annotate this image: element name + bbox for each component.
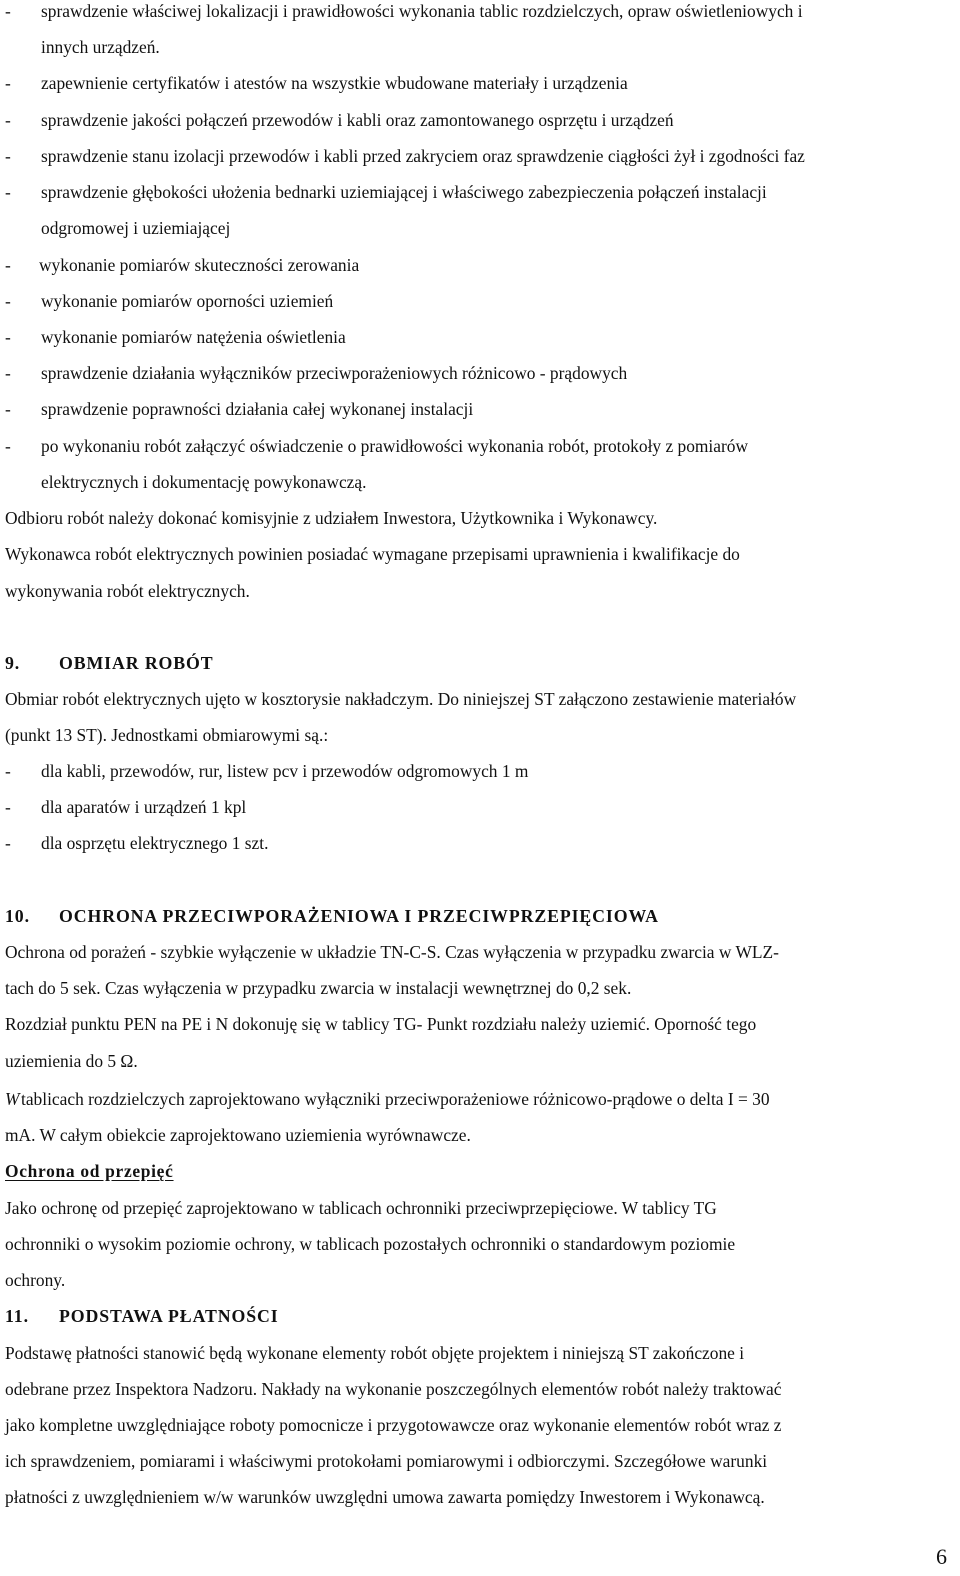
paragraph-text: odebrane przez Inspektora Nadzoru. Nakłady na wykonanie poszczególnych elementów robót należy traktować: [5, 1379, 782, 1399]
list-item-text: dla osprzętu elektrycznego 1 szt.: [41, 833, 269, 853]
paragraph-text: jako kompletne uwzględniające roboty pomocnicze i przygotowawcze oraz wykonanie elementów robót wraz z: [5, 1415, 782, 1435]
list-item-text: sprawdzenie głębokości ułożenia bednarki uziemiającej i właściwego zabezpieczenia połączeń instalacji: [41, 182, 767, 202]
paragraph-text: Wykonawca robót elektrycznych powinien posiadać wymagane przepisami uprawnienia i kwalifikacje do: [5, 544, 740, 564]
paragraph-text: Jako ochronę od przepięć zaprojektowano w tablicach ochronniki przeciwprzepięciowe. W tablicy TG: [5, 1198, 717, 1218]
list-item-text: wykonanie pomiarów skuteczności zerowania: [39, 255, 360, 275]
paragraph-text: tablicach rozdzielczych zaprojektowano wyłączniki przeciwporażeniowe różnicowo-prądowe o delta I = 30: [21, 1089, 770, 1109]
list-item-text: sprawdzenie poprawności działania całej wykonanej instalacji: [41, 399, 474, 419]
list-dash: -: [5, 1, 11, 21]
page-number: 6: [936, 1544, 947, 1569]
paragraph-text: ochrony.: [5, 1270, 66, 1290]
section-number: 11.: [5, 1306, 29, 1326]
paragraph-text: mA. W całym obiekcie zaprojektowano uziemienia wyrównawcze.: [5, 1125, 471, 1145]
section-title: OBMIAR ROBÓT: [59, 653, 214, 673]
paragraph-text: uziemienia do 5 Ω.: [5, 1051, 138, 1071]
list-item-text: elektrycznych i dokumentację powykonawczą.: [41, 472, 367, 492]
paragraph-text: Ochrona od porażeń - szybkie wyłączenie w układzie TN-C-S. Czas wyłączenia w przypadku zwarcia w WLZ-: [5, 942, 779, 962]
list-dash: -: [5, 797, 11, 817]
list-item-text: wykonanie pomiarów natężenia oświetlenia: [41, 327, 346, 347]
list-dash: -: [5, 182, 11, 202]
list-item-text: dla kabli, przewodów, rur, listew pcv i przewodów odgromowych 1 m: [41, 761, 529, 781]
list-dash: -: [5, 761, 11, 781]
list-item-text: sprawdzenie stanu izolacji przewodów i kabli przed zakryciem oraz sprawdzenie ciągłości żył i zgodności faz: [41, 146, 805, 166]
list-dash: -: [5, 110, 11, 130]
paragraph-text: Odbioru robót należy dokonać komisyjnie z udziałem Inwestora, Użytkownika i Wykonawcy.: [5, 508, 658, 528]
paragraph-text: płatności z uwzględnieniem w/w warunków uwzględni umowa zawarta pomiędzy Inwestorem i Wykonawcą.: [5, 1487, 765, 1507]
paragraph-text: Obmiar robót elektrycznych ujęto w kosztorysie nakładczym. Do niniejszej ST załączono zestawienie materiałów: [5, 689, 797, 709]
list-dash: -: [5, 255, 11, 275]
list-item-text: sprawdzenie działania wyłączników przeciwporażeniowych różnicowo - prądowych: [41, 363, 628, 383]
list-dash: -: [5, 146, 11, 166]
list-item-text: zapewnienie certyfikatów i atestów na wszystkie wbudowane materiały i urządzenia: [41, 73, 628, 93]
paragraph-text: tach do 5 sek. Czas wyłączenia w przypadku zwarcia w instalacji wewnętrznej do 0,2 sek.: [5, 978, 632, 998]
list-dash: -: [5, 399, 11, 419]
list-dash: -: [5, 833, 11, 853]
list-item-text: odgromowej i uziemiającej: [41, 218, 231, 238]
list-item-text: po wykonaniu robót załączyć oświadczenie o prawidłowości wykonania robót, protokoły z pomiarów: [41, 436, 749, 456]
paragraph-text: (punkt 13 ST). Jednostkami obmiarowymi są.:: [5, 725, 329, 745]
list-dash: -: [5, 73, 11, 93]
paragraph-text: wykonywania robót elektrycznych.: [5, 581, 250, 601]
list-item-text: sprawdzenie właściwej lokalizacji i prawidłowości wykonania tablic rozdzielczych, opraw oświetleniowych i: [41, 1, 803, 21]
list-item-text: innych urządzeń.: [41, 37, 160, 57]
section-number: 10.: [5, 906, 30, 926]
section-title: PODSTAWA PŁATNOŚCI: [59, 1306, 279, 1326]
subsection-title: Ochrona od przepięć: [5, 1161, 174, 1181]
paragraph-text: ochronniki o wysokim poziomie ochrony, w tablicach pozostałych ochronniki o standardowym poziomie: [5, 1234, 736, 1254]
list-dash: -: [5, 291, 11, 311]
paragraph-initial: W: [5, 1089, 20, 1109]
list-item-text: dla aparatów i urządzeń 1 kpl: [41, 797, 247, 817]
section-title: OCHRONA PRZECIWPORAŻENIOWA I PRZECIWPRZEPIĘCIOWA: [59, 906, 659, 926]
list-dash: -: [5, 436, 11, 456]
paragraph-text: Rozdział punktu PEN na PE i N dokonuję się w tablicy TG- Punkt rozdziału należy uziemić. Oporność tego: [5, 1014, 757, 1034]
paragraph-text: Podstawę płatności stanowić będą wykonane elementy robót objęte projektem i niniejszą ST zakończone i: [5, 1343, 745, 1363]
list-item-text: wykonanie pomiarów oporności uziemień: [41, 291, 334, 311]
section-number: 9.: [5, 653, 21, 673]
list-dash: -: [5, 327, 11, 347]
paragraph-text: ich sprawdzeniem, pomiarami i właściwymi protokołami pomiarowymi i odbiorczymi. Szczegółowe warunki: [5, 1451, 768, 1471]
list-dash: -: [5, 363, 11, 383]
list-item-text: sprawdzenie jakości połączeń przewodów i kabli oraz zamontowanego osprzętu i urządzeń: [41, 110, 674, 130]
